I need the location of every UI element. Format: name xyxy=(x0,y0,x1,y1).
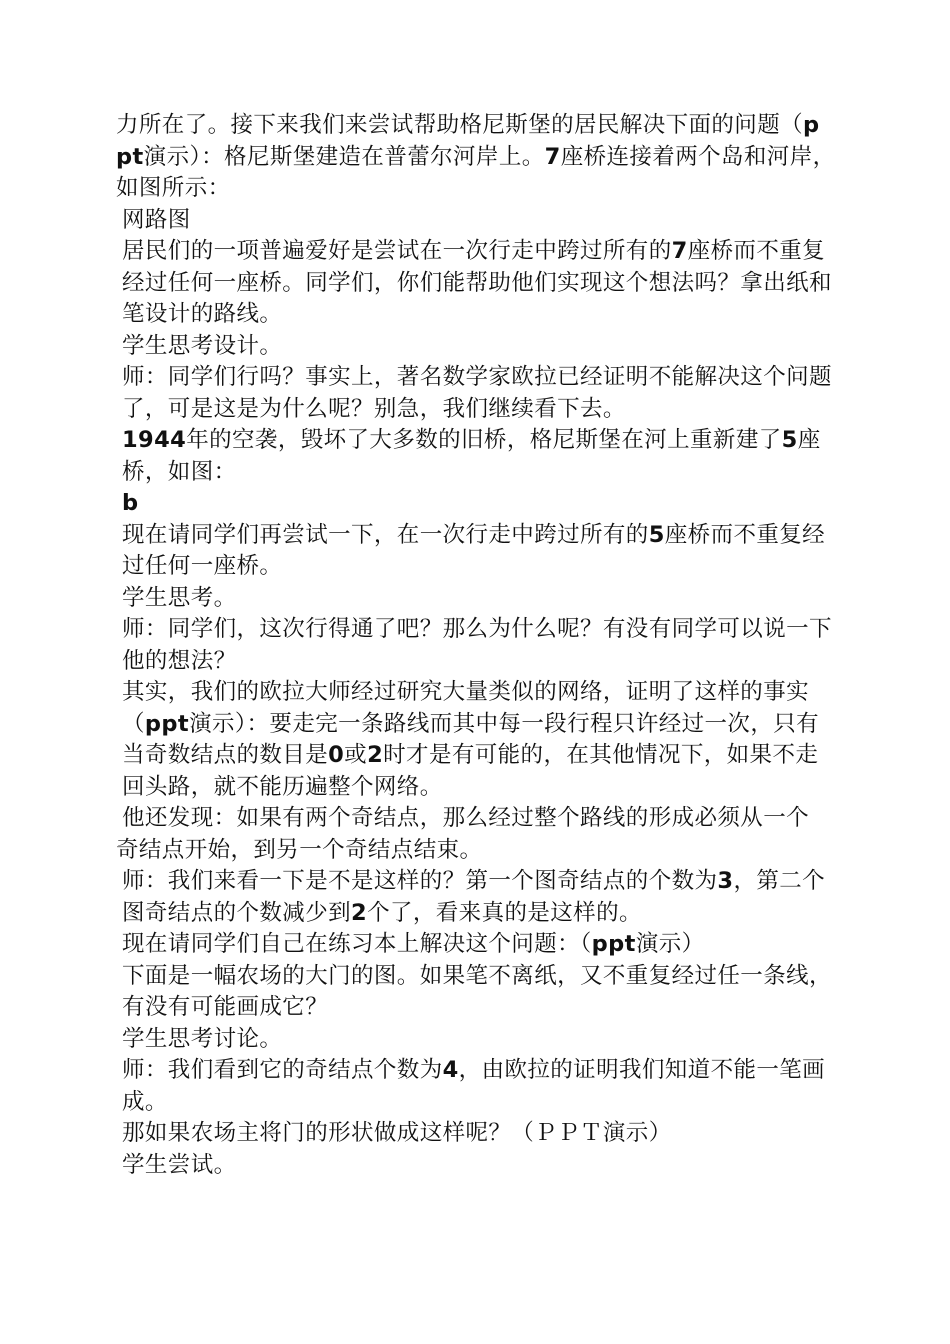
document-page xyxy=(116,110,836,1181)
paragraph: 其实，我们的欧拉大师经过研究大量类似的网络，证明了这样的事实（ppt演示）：要走完一条路线而其中每一段行程只许经过一次，只有当奇数结点的数目是0或2时才是有可能的，在其他情况下，如果不走回头路，就不能历遍整个网络。 xyxy=(122,679,820,800)
paragraph: 师：同学们，这次行得通了吧？那么为什么呢？有没有同学可以说一下他的想法？ xyxy=(122,616,832,674)
paragraph: 网路图 xyxy=(122,206,191,233)
paragraph: 居民们的一项普遍爱好是尝试在一次行走中跨过所有的7座桥而不重复经过任何一座桥。同学们，你们能帮助他们实现这个想法吗？拿出纸和笔设计的路线。 xyxy=(122,238,832,327)
paragraph: 学生思考讨论。 xyxy=(122,1025,283,1052)
paragraph xyxy=(116,488,836,520)
paragraph: 师：我们来看一下是不是这样的？第一个图奇结点的个数为3，第二个图奇结点的个数减少到2个了，看来真的是这样的。 xyxy=(122,868,826,926)
bold-run: ppt xyxy=(144,710,190,737)
bold-run: 0 xyxy=(328,742,345,768)
bold-run: ppt xyxy=(116,112,820,170)
paragraph: 力所在了。接下来我们来尝试帮助格尼斯堡的居民解决下面的问题（ppt演示）：格尼斯堡建造在普蕾尔河岸上。7座桥连接着两个岛和河岸，如图所示： xyxy=(116,112,836,201)
bold-run: 7 xyxy=(544,143,561,170)
paragraph: 现在请同学们再尝试一下，在一次行走中跨过所有的5座桥而不重复经过任何一座桥。 xyxy=(122,521,826,579)
paragraph: 师：我们看到它的奇结点个数为4，由欧拉的证明我们知道不能一笔画成。 xyxy=(122,1057,826,1115)
bold-run: ppt xyxy=(591,931,636,957)
bold-run: 5 xyxy=(648,521,665,548)
paragraph: 那如果农场主将门的形状做成这样呢？（ＰＰＴ演示） xyxy=(122,1120,672,1146)
paragraph: 他还发现：如果有两个奇结点，那么经过整个路线的形成必须从一个 xyxy=(122,805,810,831)
paragraph: 师：同学们行吗？事实上，著名数学家欧拉已经证明不能解决这个问题了，可是这是为什么呢？别急，我们继续看下去。 xyxy=(122,364,832,422)
bold-run: 1944 xyxy=(122,427,187,453)
bold-run: b xyxy=(122,490,139,516)
bold-run: 2 xyxy=(367,742,384,768)
paragraph: 现在请同学们自己在练习本上解决这个问题：（ppt演示） xyxy=(122,931,705,957)
paragraph: 奇结点开始，到另一个奇结点结束。 xyxy=(116,836,483,863)
bold-run: 3 xyxy=(717,868,734,894)
bold-run: 7 xyxy=(671,238,688,264)
bold-run: 5 xyxy=(781,427,798,453)
paragraph: 学生思考设计。 xyxy=(122,332,283,359)
bold-run: 2 xyxy=(351,899,368,926)
paragraph: 1944年的空袭，毁坏了大多数的旧桥，格尼斯堡在河上重新建了5座桥，如图： xyxy=(122,427,821,485)
bold-run: 4 xyxy=(442,1057,459,1083)
paragraph: 下面是一幅农场的大门的图。如果笔不离纸，又不重复经过任一条线，有没有可能画成它？ xyxy=(122,962,832,1020)
paragraph: 学生思考。 xyxy=(122,584,237,611)
paragraph: 学生尝试。 xyxy=(122,1151,237,1178)
